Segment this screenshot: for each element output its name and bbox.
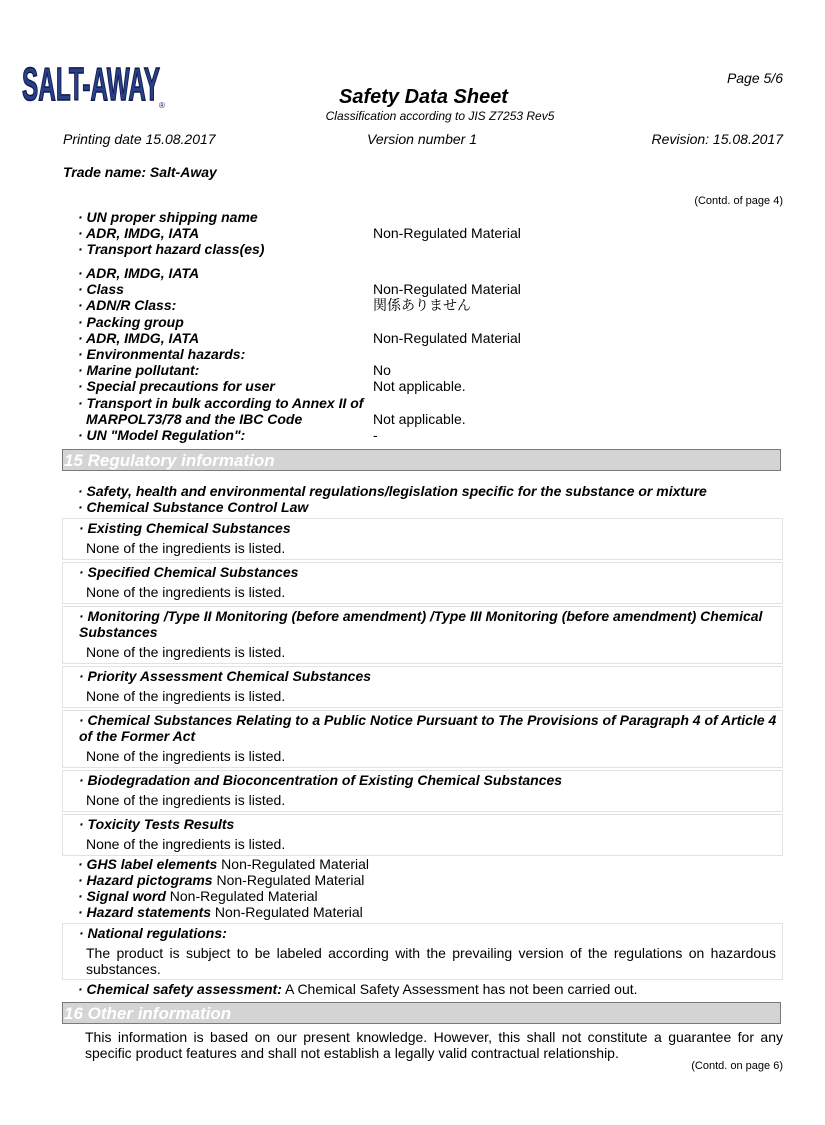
regulation-box: [62, 606, 783, 664]
page-number: Page 5/6: [726, 70, 783, 86]
hazard-statements: · Hazard statements Non-Regulated Material: [78, 904, 363, 920]
transport-row: · ADR, IMDG, IATA: [78, 225, 200, 241]
document-subtitle: Classification according to JIS Z7253 Rev5: [325, 109, 555, 123]
document-title: Safety Data Sheet: [339, 86, 508, 108]
regulation-title: · Priority Assessment Chemical Substances: [79, 668, 372, 684]
svg-text:®: ®: [159, 101, 165, 110]
transport-row: · UN proper shipping name: [78, 209, 258, 225]
continued-from: (Contd. of page 4): [694, 195, 783, 207]
printing-date: Printing date 15.08.2017: [63, 131, 216, 147]
chemical-safety-assessment: · Chemical safety assessment: A Chemical Safety Assessment has not been carried out.: [78, 981, 638, 997]
regulation-text: None of the ingredients is listed.: [86, 644, 286, 660]
regulation-box: [62, 666, 783, 708]
ghs-label-elements: · GHS label elements Non-Regulated Material: [78, 856, 370, 872]
regulation-title: · Existing Chemical Substances: [79, 520, 291, 536]
national-regulations-box: [62, 923, 783, 980]
version-number: Version number 1: [367, 131, 477, 147]
regulation-box: [62, 562, 783, 604]
transport-row: · UN "Model Regulation":: [78, 427, 246, 443]
regulation-box: [62, 518, 783, 560]
regulation-text: None of the ingredients is listed.: [86, 540, 286, 556]
transport-row: · Marine pollutant:: [78, 362, 200, 378]
regulation-text: None of the ingredients is listed.: [86, 792, 286, 808]
transport-row: · Class: [78, 281, 124, 297]
transport-row: · Transport in bulk according to Annex II of: [78, 395, 364, 411]
signal-word: · Signal word Non-Regulated Material: [78, 888, 318, 904]
transport-row: MARPOL73/78 and the IBC Code: [86, 411, 303, 427]
regulation-box: [62, 770, 783, 812]
regulation-title: · Biodegradation and Bioconcentration of Existing Chemical Substances: [79, 772, 563, 788]
chemical-control-law: · Chemical Substance Control Law: [78, 499, 309, 515]
regulation-text: None of the ingredients is listed.: [86, 584, 286, 600]
transport-value: Non-Regulated Material: [373, 225, 521, 241]
national-regulations-title: · National regulations:: [79, 925, 227, 941]
transport-value: 関係ありません: [373, 297, 471, 313]
continued-on: (Contd. on page 6): [691, 1060, 783, 1072]
transport-row: · ADR, IMDG, IATA: [78, 265, 200, 281]
section-15-heading: 15 Regulatory information: [62, 449, 781, 471]
transport-row: · ADN/R Class:: [78, 297, 177, 313]
other-information-text: This information is based on our present knowledge. However, this shall not constitute a guarantee for any specific product features and shall not establish a legally valid contractual relationship.: [85, 1029, 783, 1061]
regulation-title: · Monitoring /Type II Monitoring (before amendment) /Type III Monitoring (before amendment) Chemical Substances: [79, 608, 763, 640]
transport-row: · Packing group: [78, 314, 184, 330]
transport-row: · Transport hazard class(es): [78, 241, 265, 257]
trade-name: Trade name: Salt-Away: [63, 164, 217, 180]
section-16-heading: 16 Other information: [62, 1002, 781, 1024]
regulation-text: None of the ingredients is listed.: [86, 688, 286, 704]
transport-value: No: [373, 362, 391, 378]
regulation-box: [62, 710, 783, 768]
regulation-title: · Specified Chemical Substances: [79, 564, 299, 580]
svg-text:SALT-AWAY: SALT-AWAY: [22, 58, 160, 110]
regulation-title: · Toxicity Tests Results: [79, 816, 235, 832]
hazard-pictograms: · Hazard pictograms Non-Regulated Material: [78, 872, 365, 888]
transport-row: · Special precautions for user: [78, 378, 275, 394]
transport-value: Not applicable.: [373, 411, 466, 427]
regulation-text: None of the ingredients is listed.: [86, 836, 286, 852]
regulation-text: None of the ingredients is listed.: [86, 748, 286, 764]
transport-row: · ADR, IMDG, IATA: [78, 330, 200, 346]
transport-value: -: [373, 427, 378, 443]
regulation-box: [62, 814, 783, 856]
national-regulations-text: The product is subject to be labeled according with the prevailing version of the regulations on hazardous substances.: [86, 945, 776, 977]
regulations-intro: · Safety, health and environmental regulations/legislation specific for the substance or mixture: [78, 483, 707, 499]
transport-value: Non-Regulated Material: [373, 330, 521, 346]
revision-date: Revision: 15.08.2017: [651, 131, 783, 147]
transport-row: · Environmental hazards:: [78, 346, 246, 362]
transport-value: Non-Regulated Material: [373, 281, 521, 297]
regulation-title: · Chemical Substances Relating to a Public Notice Pursuant to The Provisions of Paragraph 4 of Article 4 of the Former Act: [79, 712, 777, 744]
transport-value: Not applicable.: [373, 378, 466, 394]
